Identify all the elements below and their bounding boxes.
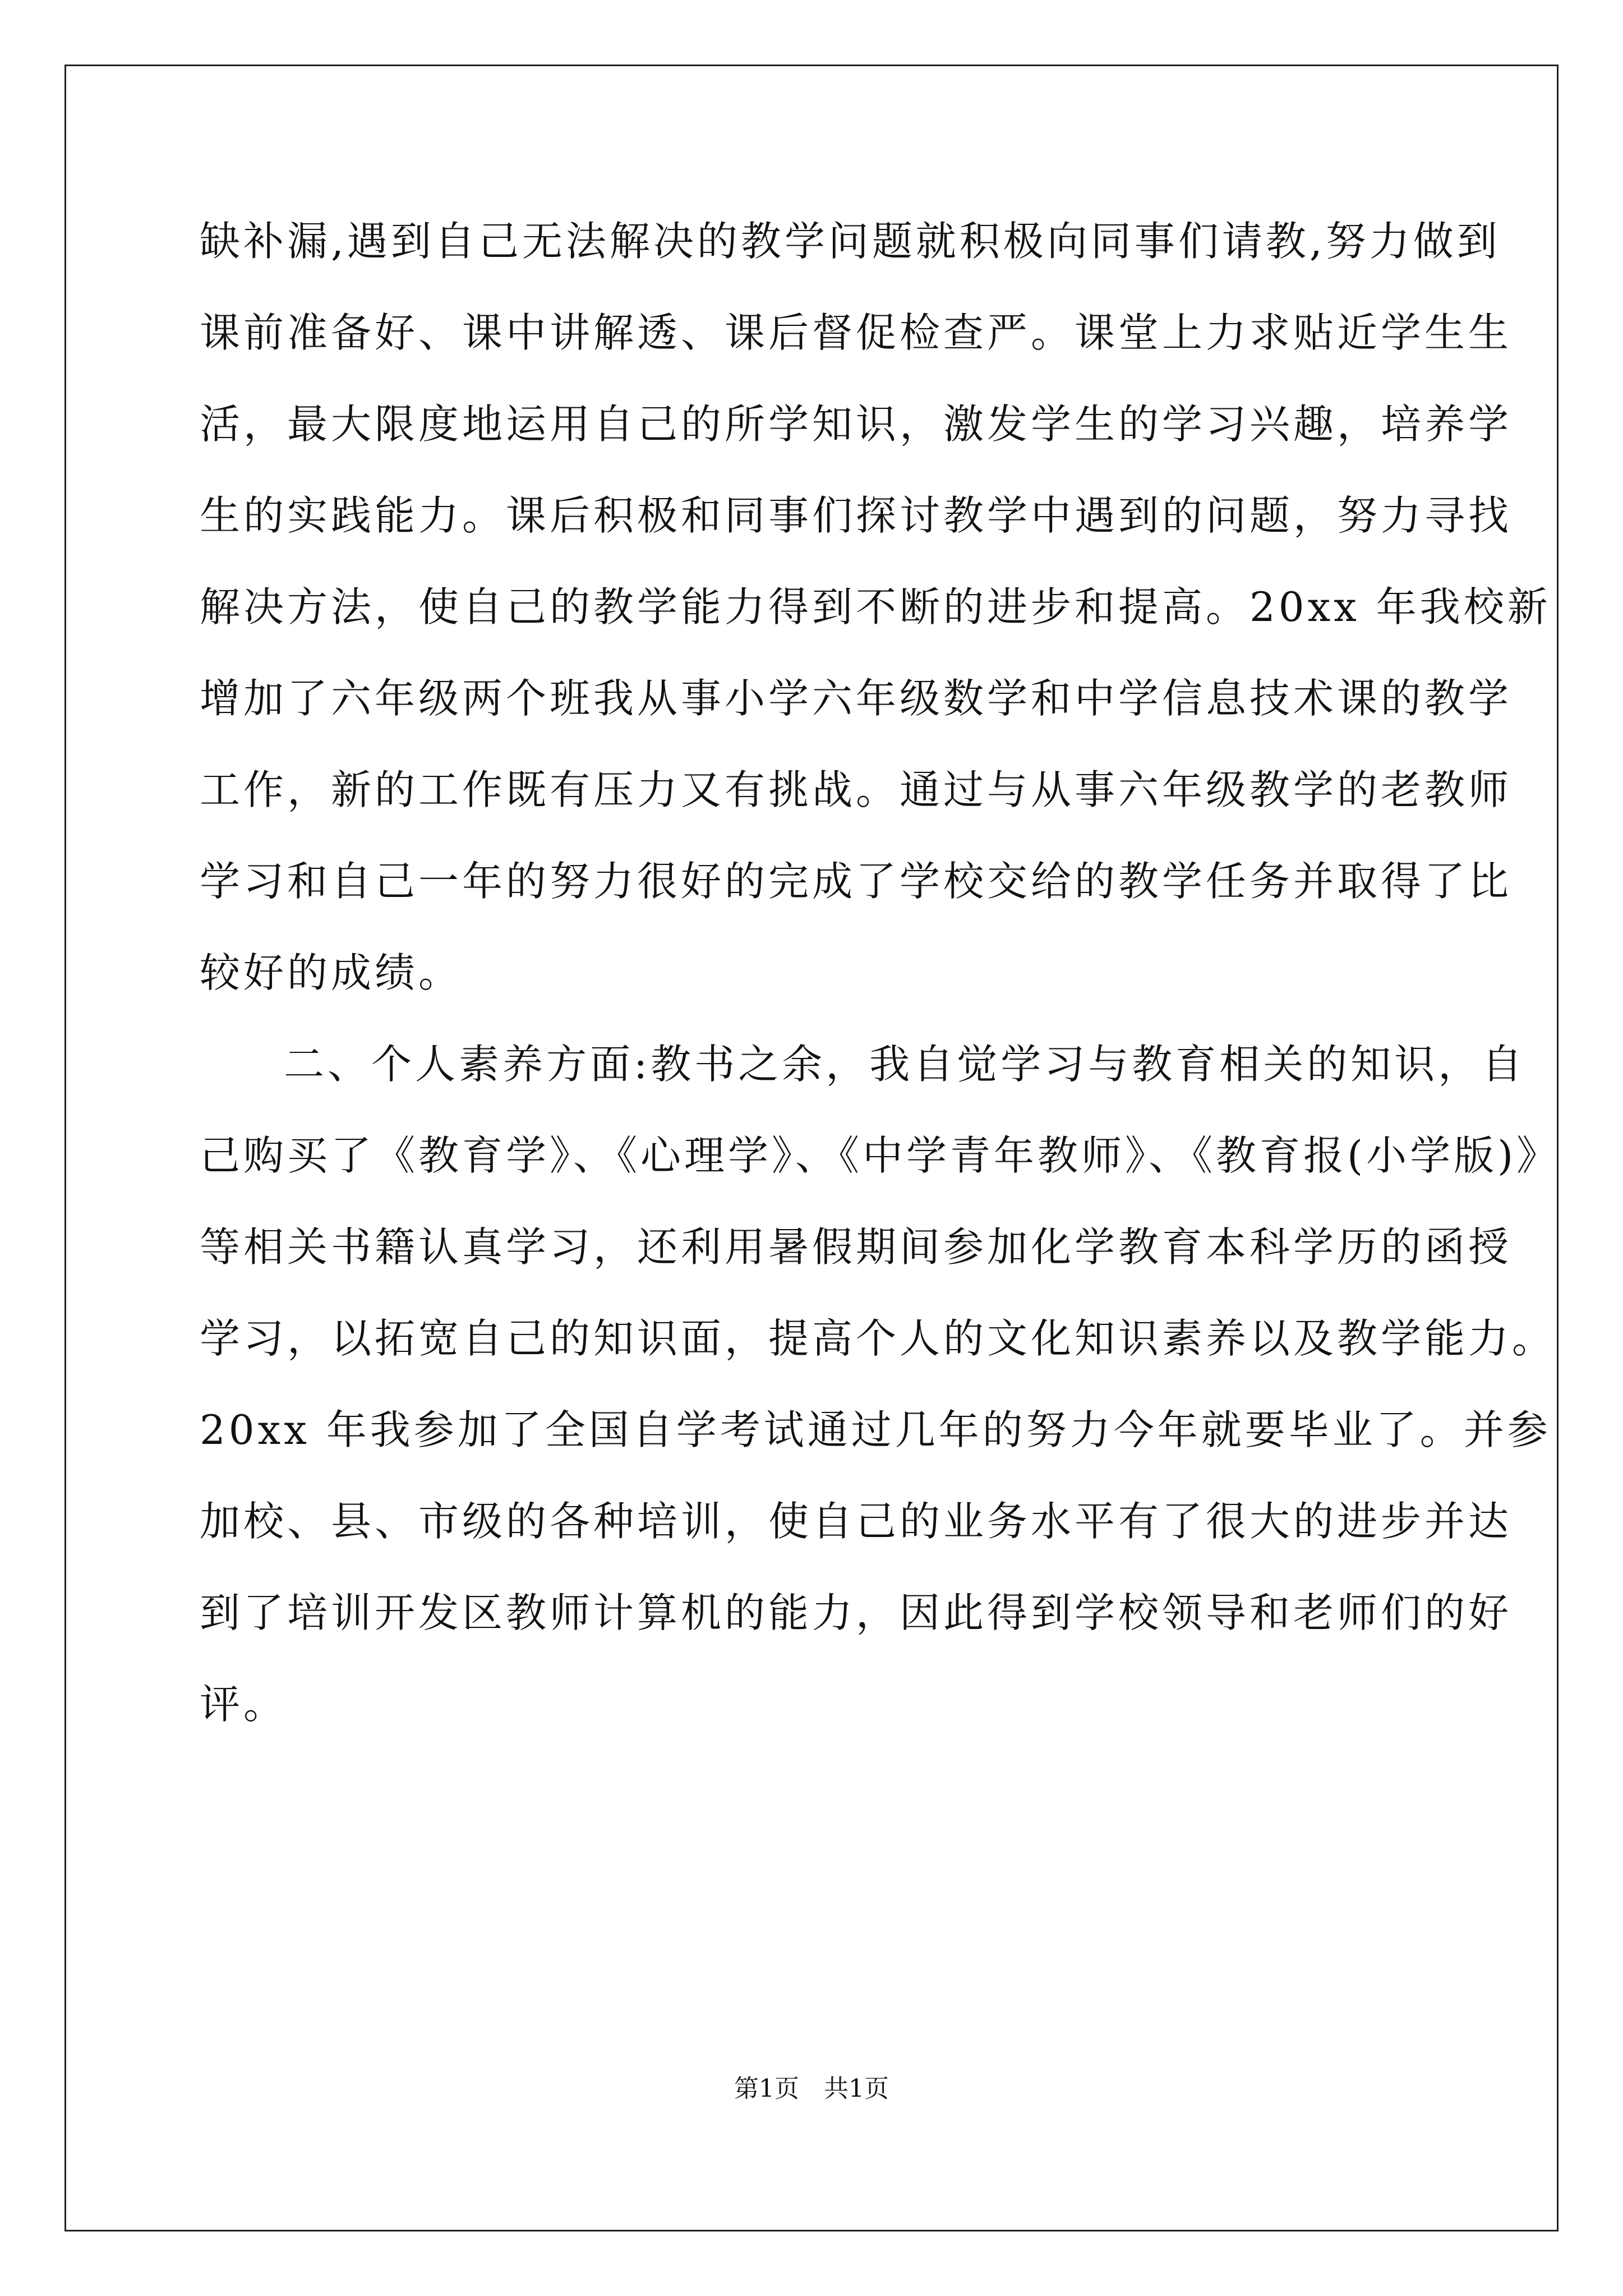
text-line: 到了培训开发区教师计算机的能力，因此得到学校领导和老师们的好 xyxy=(200,1589,1513,1636)
document-body xyxy=(200,213,1561,1768)
text-line: 生的实践能力。课后积极和同事们探讨教学中遇到的问题，努力寻找 xyxy=(200,492,1513,539)
text-line: 等相关书籍认真学习，还利用暑假期间参加化学教育本科学历的函授 xyxy=(200,1223,1513,1271)
text-line: 加校、县、市级的各种培训，使自己的业务水平有了很大的进步并达 xyxy=(200,1498,1513,1545)
text-line: 工作，新的工作既有压力又有挑战。通过与从事六年级教学的老教师 xyxy=(200,766,1513,813)
page-number: 第1页 xyxy=(734,2074,799,2103)
text-line: 评。 xyxy=(200,1681,288,1728)
page-footer xyxy=(0,2072,1623,2106)
page-total: 共1页 xyxy=(824,2074,889,2103)
paragraph-start-line: 二、个人素养方面:教书之余，我自觉学习与教育相关的知识，自 xyxy=(284,1041,1526,1088)
text-line: 解决方法，使自己的教学能力得到不断的进步和提高。20xx 年我校新 xyxy=(200,583,1551,631)
text-line: 学习，以拓宽自己的知识面，提高个人的文化知识素养以及教学能力。 xyxy=(200,1315,1556,1362)
text-line: 己购买了《教育学》、《心理学》、《中学青年教师》、《教育报(小学版)》 xyxy=(200,1132,1561,1179)
text-line: 较好的成绩。 xyxy=(200,949,463,996)
text-line: 增加了六年级两个班我从事小学六年级数学和中学信息技术课的教学 xyxy=(200,675,1513,722)
text-line: 学习和自己一年的努力很好的完成了学校交给的教学任务并取得了比 xyxy=(200,858,1513,905)
text-line: 活，最大限度地运用自己的所学知识，激发学生的学习兴趣，培养学 xyxy=(200,401,1513,448)
text-line: 缺补漏,遇到自己无法解决的教学问题就积极向同事们请教,努力做到 xyxy=(200,218,1501,265)
text-line: 20xx 年我参加了全国自学考试通过几年的努力今年就要毕业了。并参 xyxy=(200,1406,1551,1453)
text-line: 课前准备好、课中讲解透、课后督促检查严。课堂上力求贴近学生生 xyxy=(200,309,1513,356)
